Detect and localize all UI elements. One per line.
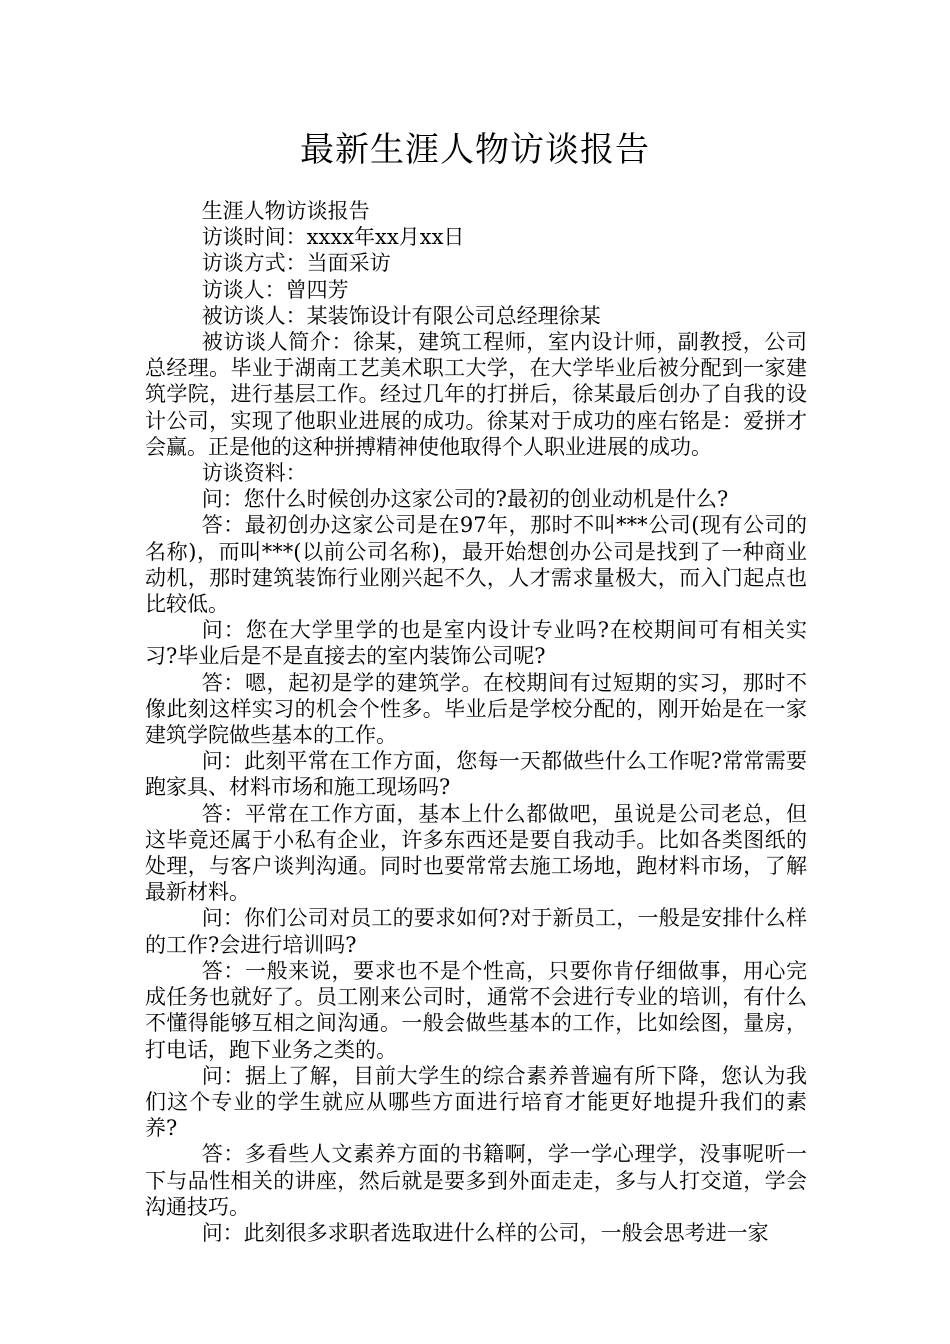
paragraph-interviewee: 被访谈人：某装饰设计有限公司总经理徐某 <box>201 303 601 328</box>
paragraph-answer: 答：多看些人文素养方面的书籍啊，学一学心理学，没事呢听一下与品性相关的讲座，然后就是要多到外面走走，多与人打交道，学会沟通技巧。 <box>145 1142 807 1219</box>
paragraph-answer: 答：平常在工作方面，基本上什么都做吧，虽说是公司老总，但这毕竟还属于小私有企业，许多东西还是要自我动手。比如各类图纸的处理，与客户谈判沟通。同时也要常常去施工场地，跑材料市场，了解最新材料。 <box>145 801 807 905</box>
paragraph-interviewer: 访谈人：曾四芳 <box>201 277 349 302</box>
paragraph-interview-material: 访谈资料： <box>201 461 307 486</box>
document-body <box>145 198 807 1246</box>
document-title: 最新生涯人物访谈报告 <box>300 130 650 170</box>
paragraph-question: 问：您什么时候创办这家公司的?最初的创业动机是什么? <box>201 487 729 512</box>
paragraph-interview-time: 访谈时间：xxxx年xx月xx日 <box>201 225 465 250</box>
paragraph-question: 问：你们公司对员工的要求如何?对于新员工，一般是安排什么样的工作?会进行培训吗? <box>145 906 807 957</box>
paragraph-interviewee-profile: 被访谈人简介：徐某，建筑工程师，室内设计师，副教授，公司总经理。毕业于湖南工艺美术职工大学，在大学毕业后被分配到一家建筑学院，进行基层工作。经过几年的打拼后，徐某最后创办了自我的设计公司，实现了他职业进展的成功。徐某对于成功的座右铭是：爱拼才会赢。正是他的这种拼搏精神使他取得个人职业进展的成功。 <box>145 330 807 459</box>
paragraph-answer: 答：嗯，起初是学的建筑学。在校期间有过短期的实习，那时不像此刻这样实习的机会个性多。毕业后是学校分配的，刚开始是在一家建筑学院做些基本的工作。 <box>145 670 807 748</box>
paragraph-question: 问：您在大学里学的也是室内设计专业吗?在校期间可有相关实习?毕业后是不是直接去的室内装饰公司呢? <box>145 618 807 669</box>
paragraph-answer: 答：最初创办这家公司是在97年，那时不叫***公司(现有公司的名称)，而叫***(以前公司名称)，最开始想创办公司是找到了一种商业动机，那时建筑装饰行业刚兴起不久，人才需求量极大，而入门起点也比较低。 <box>145 513 807 617</box>
paragraph-question: 问：此刻平常在工作方面，您每一天都做些什么工作呢?常常需要跑家具、材料市场和施工现场吗? <box>145 749 807 800</box>
paragraph-answer: 答：一般来说，要求也不是个性高，只要你肯仔细做事，用心完成任务也就好了。员工刚来公司时，通常不会进行专业的培训，有什么不懂得能够互相之间沟通。一般会做些基本的工作，比如绘图，量房，打电话，跑下业务之类的。 <box>145 958 807 1062</box>
paragraph-interview-method: 访谈方式：当面采访 <box>201 251 391 276</box>
paragraph-report-heading: 生涯人物访谈报告 <box>201 199 370 223</box>
paragraph-question: 问：此刻很多求职者选取进什么样的公司，一般会思考进一家 <box>201 1220 769 1245</box>
paragraph-question: 问：据上了解，目前大学生的综合素养普遍有所下降，您认为我们这个专业的学生就应从哪些方面进行培育才能更好地提升我们的素养? <box>145 1063 807 1141</box>
